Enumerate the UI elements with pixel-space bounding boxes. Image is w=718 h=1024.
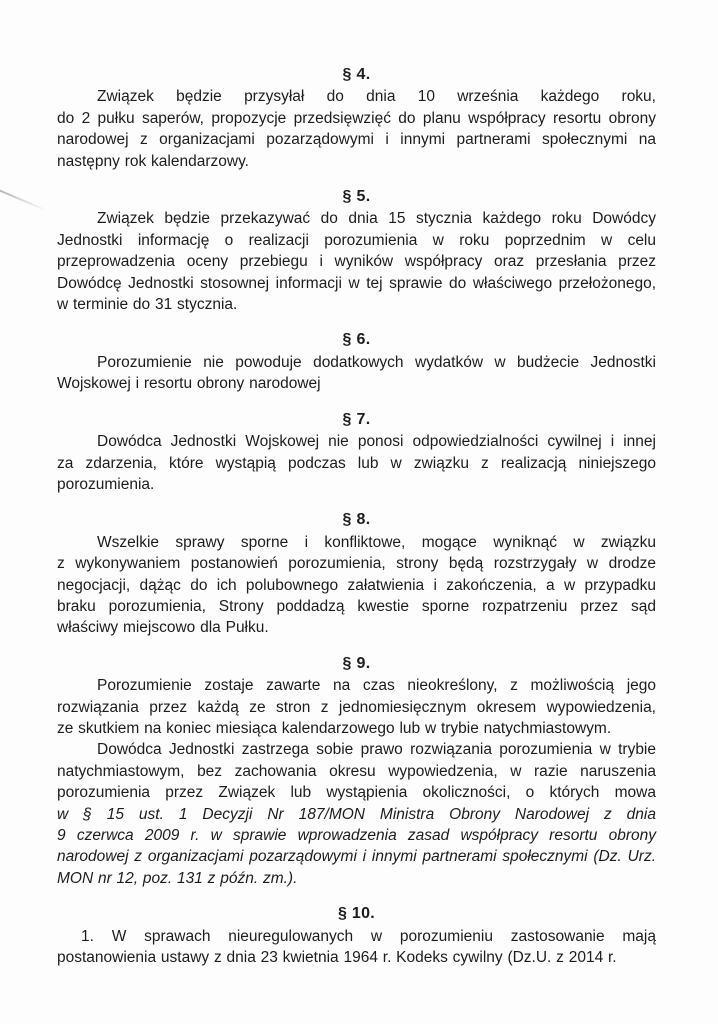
- section-7-heading: § 7.: [342, 410, 371, 428]
- section-par-9: [57, 653, 656, 889]
- text-line: negocjacji, dążąc do ich polubownego załatwienia i zakończenia, a w przypadku: [57, 576, 656, 594]
- text-line: natychmiastowym, bez zachowania okresu wypowiedzenia, w razie naruszenia: [57, 762, 656, 780]
- section-10-heading: § 10.: [337, 905, 376, 923]
- section-par-7: [57, 409, 656, 496]
- text-line: za zdarzenia, które wystąpią podczas lub w związku z realizacją niniejszego: [57, 454, 656, 472]
- text-line: 1. W sprawach nieuregulowanych w porozumieniu zastosowanie mają: [81, 927, 656, 945]
- section-6-heading: § 6.: [342, 331, 371, 349]
- text-line: postanowienia ustawy z dnia 23 kwietnia 1964 r. Kodeks cywilny (Dz.U. z 2014 r.: [57, 949, 617, 967]
- section-8-paragraph: [57, 532, 656, 639]
- text-line: Porozumienie zostaje zawarte na czas nieokreślony, z możliwością jego: [97, 677, 656, 695]
- text-line-legal-citation: narodowej z organizacjami pozarządowymi i innymi partnerami społecznymi (Dz. Urz.: [57, 848, 656, 866]
- section-7-paragraph: [57, 431, 656, 495]
- text-line: z wykonywaniem postanowień porozumienia, strony będą rozstrzygały w drodze: [57, 555, 656, 573]
- section-4-heading: § 4.: [342, 66, 371, 83]
- section-9-paragraph-1: [57, 675, 656, 739]
- text-line: następny rok kalendarzowy.: [57, 152, 249, 170]
- text-line: braku porozumienia, Strony poddadzą kwestie sporne rozpatrzeniu przez sąd: [57, 597, 656, 615]
- text-line: przeprowadzenia oceny przebiegu i wyników współpracy oraz przesłania przez: [57, 253, 656, 271]
- section-9-heading: § 9.: [342, 654, 371, 672]
- text-line: Dowódca Jednostki Wojskowej nie ponosi odpowiedzialności cywilnej i innej: [97, 433, 656, 451]
- text-line: Wszelkie sprawy sporne i konfliktowe, mogące wyniknąć w związku: [97, 533, 656, 551]
- section-4-paragraph: [57, 86, 656, 172]
- section-5-paragraph: [57, 208, 656, 315]
- text-line-legal-citation: 9 czerwca 2009 r. w sprawie wprowadzenia zasad współpracy resortu obrony: [57, 827, 656, 844]
- section-par-10: [57, 903, 656, 968]
- section-par-4: [57, 64, 656, 172]
- text-line-legal-citation: w § 15 ust. 1 Decyzji Nr 187/MON Ministra Obrony Narodowej z dnia: [57, 805, 656, 823]
- section-5-heading: § 5.: [342, 188, 371, 206]
- text-line: Związek będzie przekazywać do dnia 15 stycznia każdego roku Dowódcy: [97, 210, 656, 228]
- section-6-paragraph: [57, 352, 656, 395]
- text-line: Związek będzie przysyłał do dnia 10 września każdego roku,: [97, 88, 656, 106]
- text-line: rozwiązania przez każdą ze stron z jednomiesięcznym okresem wypowiedzenia,: [57, 698, 656, 716]
- section-10-paragraph: [57, 926, 656, 969]
- text-line: ze skutkiem na koniec miesiąca kalendarzowego lub w trybie natychmiastowym.: [57, 719, 612, 737]
- text-line: porozumienia przez Związek lub wystąpienia okoliczności, o których mowa: [57, 784, 656, 802]
- section-par-5: [57, 186, 656, 315]
- text-line: Jednostki informację o realizacji porozumienia w roku poprzednim w celu: [57, 231, 656, 249]
- text-line: Porozumienie nie powoduje dodatkowych wydatków w budżecie Jednostki: [97, 353, 656, 371]
- text-line: właściwy miejscowo dla Pułku.: [57, 619, 269, 637]
- section-par-6: [57, 329, 656, 394]
- text-line: do 2 pułku saperów, propozycje przedsięwzięć do planu współpracy resortu obrony: [57, 109, 656, 127]
- text-line: narodowej z organizacjami pozarządowymi i innymi partnerami społecznymi na: [57, 131, 656, 149]
- text-line: Dowódcę Jednostki stosownej informacji w tej sprawie do właściwego przełożonego,: [57, 274, 656, 292]
- section-par-8: [57, 509, 656, 638]
- text-line: porozumienia.: [57, 475, 155, 493]
- text-line: Wojskowej i resortu obrony narodowej: [57, 375, 321, 393]
- text-line-legal-citation: MON nr 12, poz. 131 z późn. zm.).: [57, 869, 298, 887]
- section-9-paragraph-2: [57, 739, 656, 889]
- scan-crease-artifact: [0, 188, 46, 211]
- text-line: Dowódca Jednostki zastrzega sobie prawo rozwiązania porozumienia w trybie: [97, 741, 656, 759]
- section-8-heading: § 8.: [342, 511, 371, 529]
- text-line: w terminie do 31 stycznia.: [57, 296, 238, 314]
